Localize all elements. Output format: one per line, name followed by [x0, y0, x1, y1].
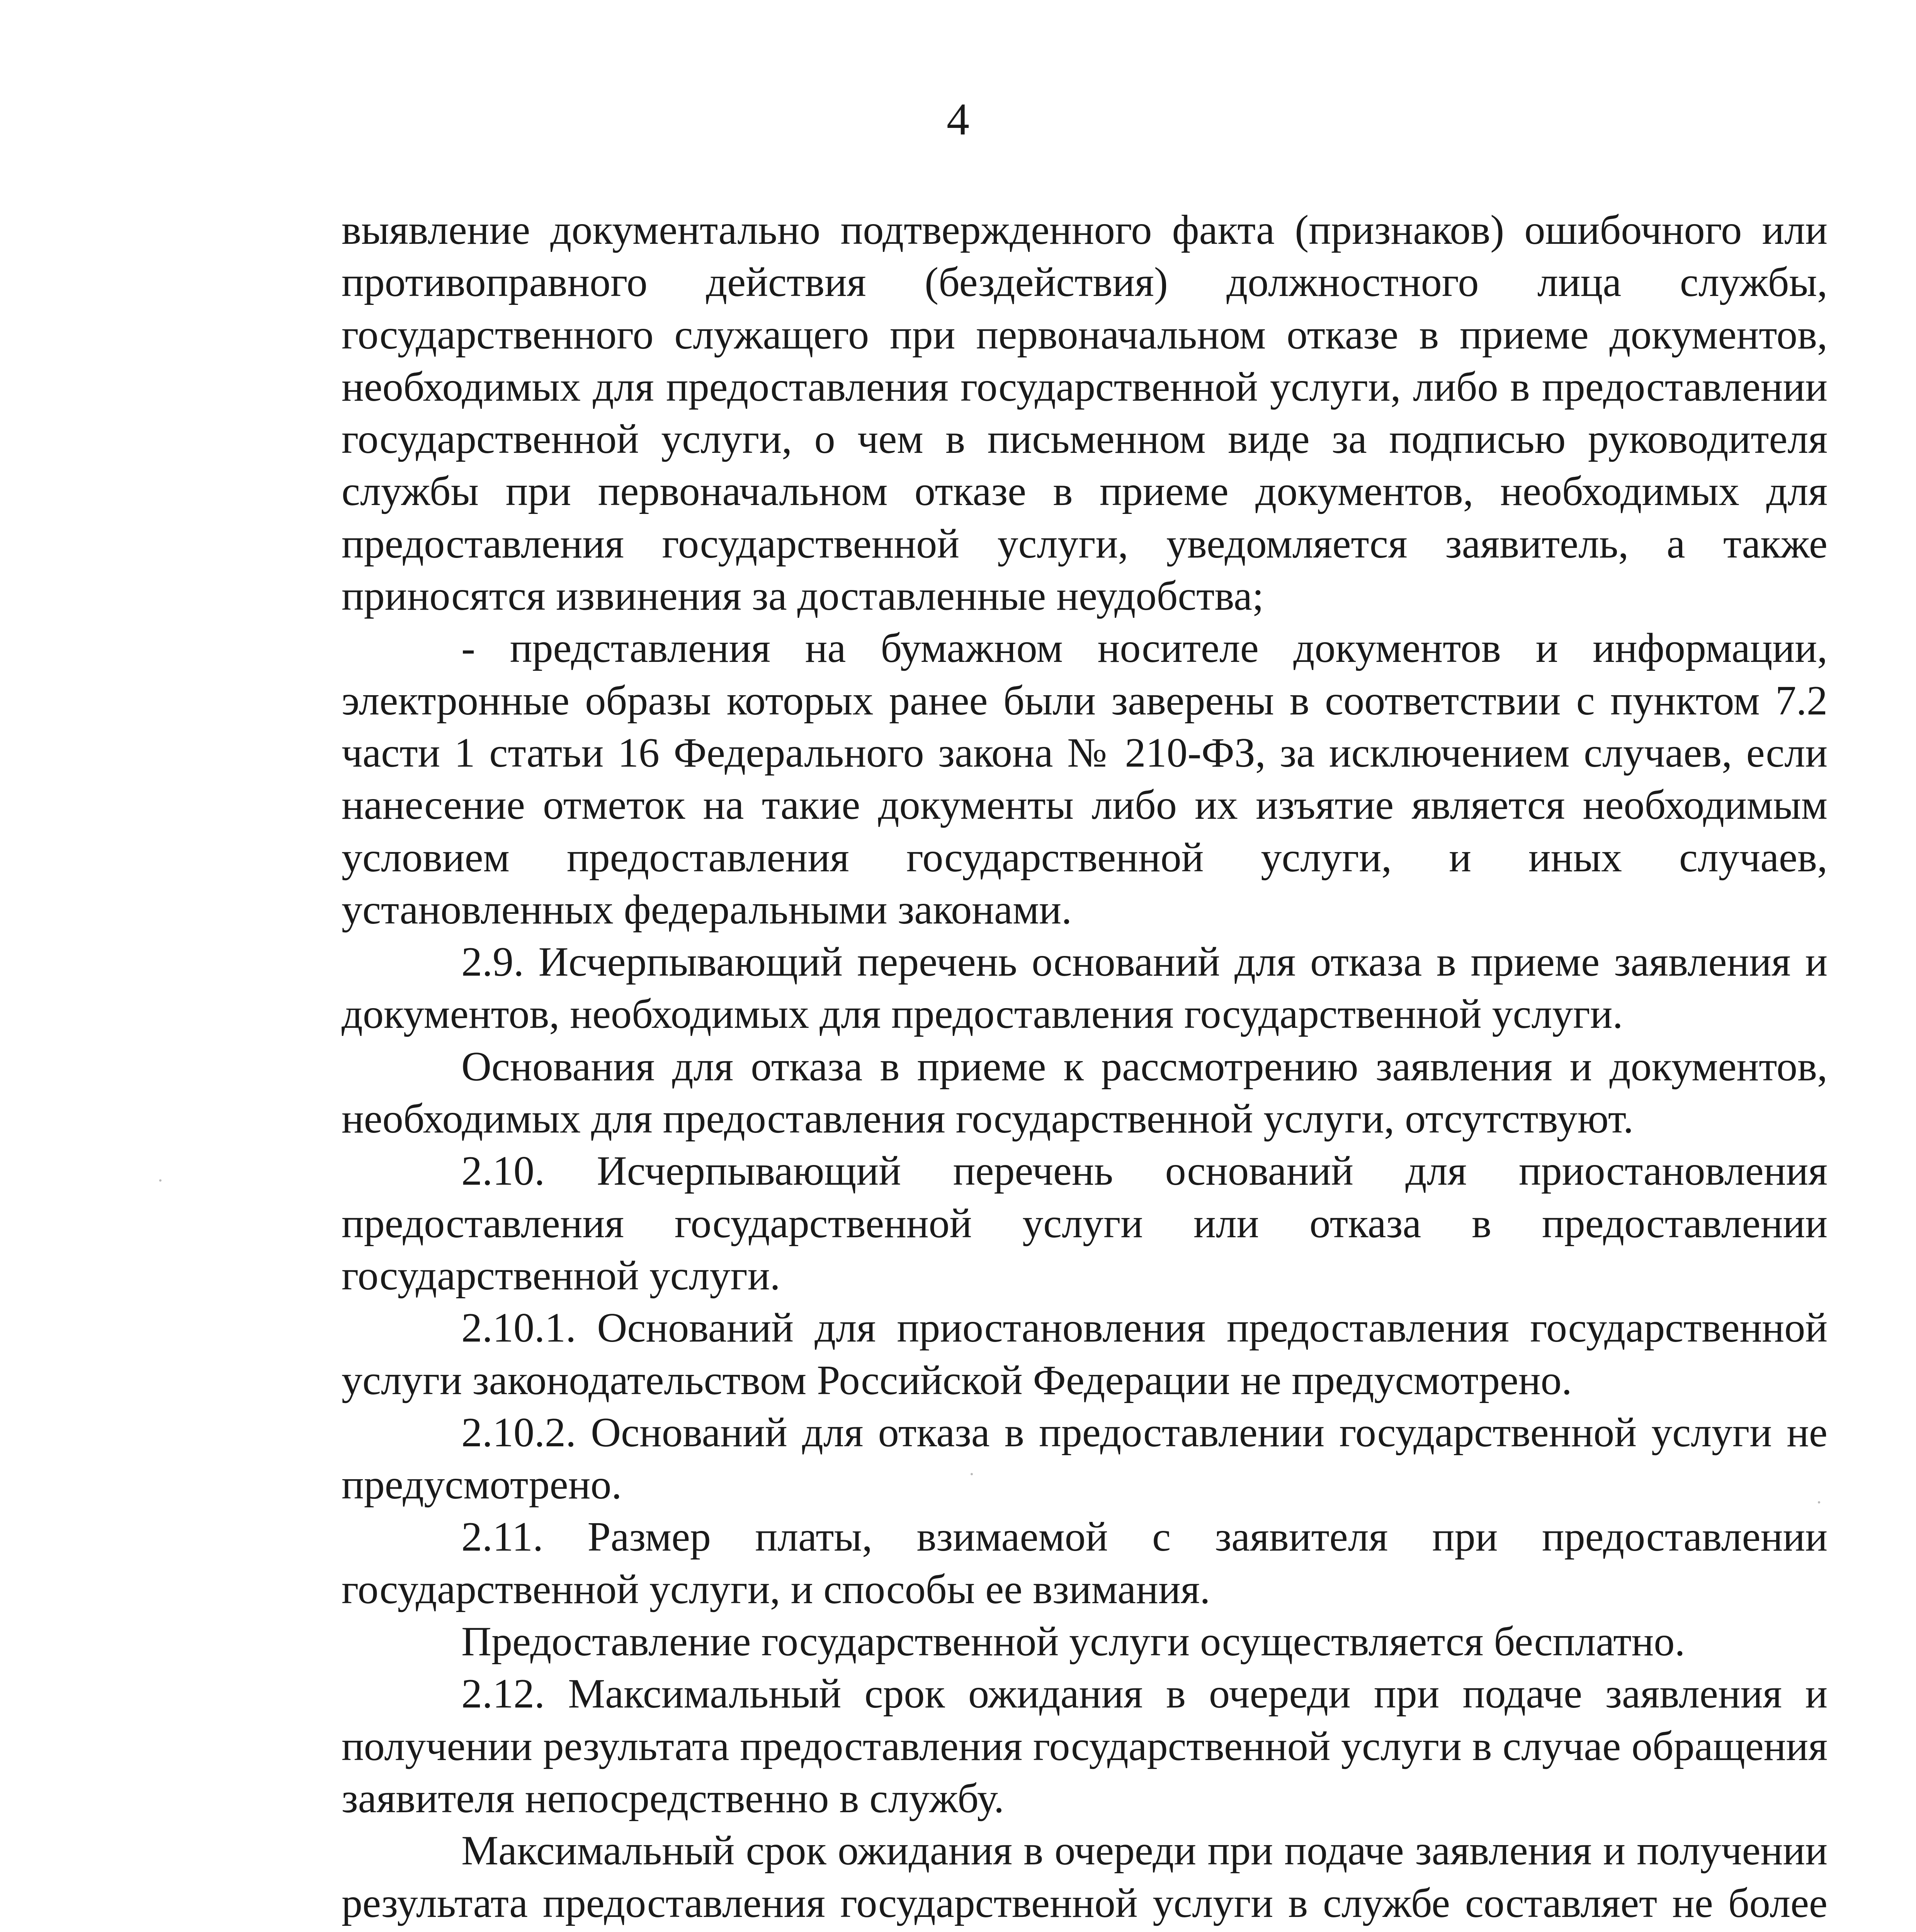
- paragraph-section-2-10: 2.10. Исчерпывающий перечень оснований для приостановления предоставления государственной услуги или отказа в предоставлении государственной услуги.: [342, 1148, 1828, 1299]
- paragraph-free-of-charge: Предоставление государственной услуги осуществляется бесплатно.: [461, 1619, 1685, 1665]
- paragraph-refusal-grounds-absent: Основания для отказа в приеме к рассмотрению заявления и документов, необходимых для предоставления государственной услуги, отсутствуют.: [342, 1043, 1828, 1142]
- paragraph-continued-remedy: выявление документально подтвержденного факта (признаков) ошибочного или противоправного действия (бездействия) должностного лица службы, государственного служащего при первоначальном отказе в приеме документов, необходимых для предоставления государственной услуги, либо в предоставлении государственной услуги, о чем в письменном виде за подписью руководителя службы при первоначальном отказе в приеме документов, необходимых для предоставления государственной услуги, уведомляется заявитель, а также приносятся извинения за доставленные неудобства;: [342, 207, 1828, 619]
- paragraph-section-2-10-1: 2.10.1. Оснований для приостановления предоставления государственной услуги законодательством Российской Федерации не предусмотрено.: [342, 1305, 1828, 1403]
- paragraph-section-2-12: 2.12. Максимальный срок ожидания в очереди при подаче заявления и получении результата предоставления государственной услуги в случае обращения заявителя непосредственно в службу.: [342, 1671, 1828, 1821]
- paragraph-section-2-9: 2.9. Исчерпывающий перечень оснований для отказа в приеме заявления и документов, необходимых для предоставления государственной услуги.: [342, 939, 1828, 1037]
- page-number: 4: [947, 94, 969, 145]
- document-body: [342, 204, 1828, 1932]
- paragraph-section-2-11: 2.11. Размер платы, взимаемой с заявителя при предоставлении государственной услуги, и способы ее взимания.: [342, 1514, 1828, 1612]
- paragraph-paper-documents: - представления на бумажном носителе документов и информации, электронные образы которых ранее были заверены в соответствии с пунктом 7.2 части 1 статьи 16 Федерального закона № 210-ФЗ, за исключением случаев, если нанесение отметок на такие документы либо их изъятие является необходимым условием предоставления государственной услуги, и иных случаев, установленных федеральными законами.: [342, 625, 1828, 933]
- scan-speck: [971, 1473, 973, 1475]
- paragraph-section-2-10-2: 2.10.2. Оснований для отказа в предоставлении государственной услуги не предусмотрено.: [342, 1409, 1828, 1508]
- scan-speck: [1818, 1501, 1820, 1503]
- paragraph-waiting-time: Максимальный срок ожидания в очереди при подаче заявления и получении результата предоставления государственной услуги в службе составляет не более: [342, 1828, 1828, 1926]
- scan-speck: [159, 1179, 162, 1182]
